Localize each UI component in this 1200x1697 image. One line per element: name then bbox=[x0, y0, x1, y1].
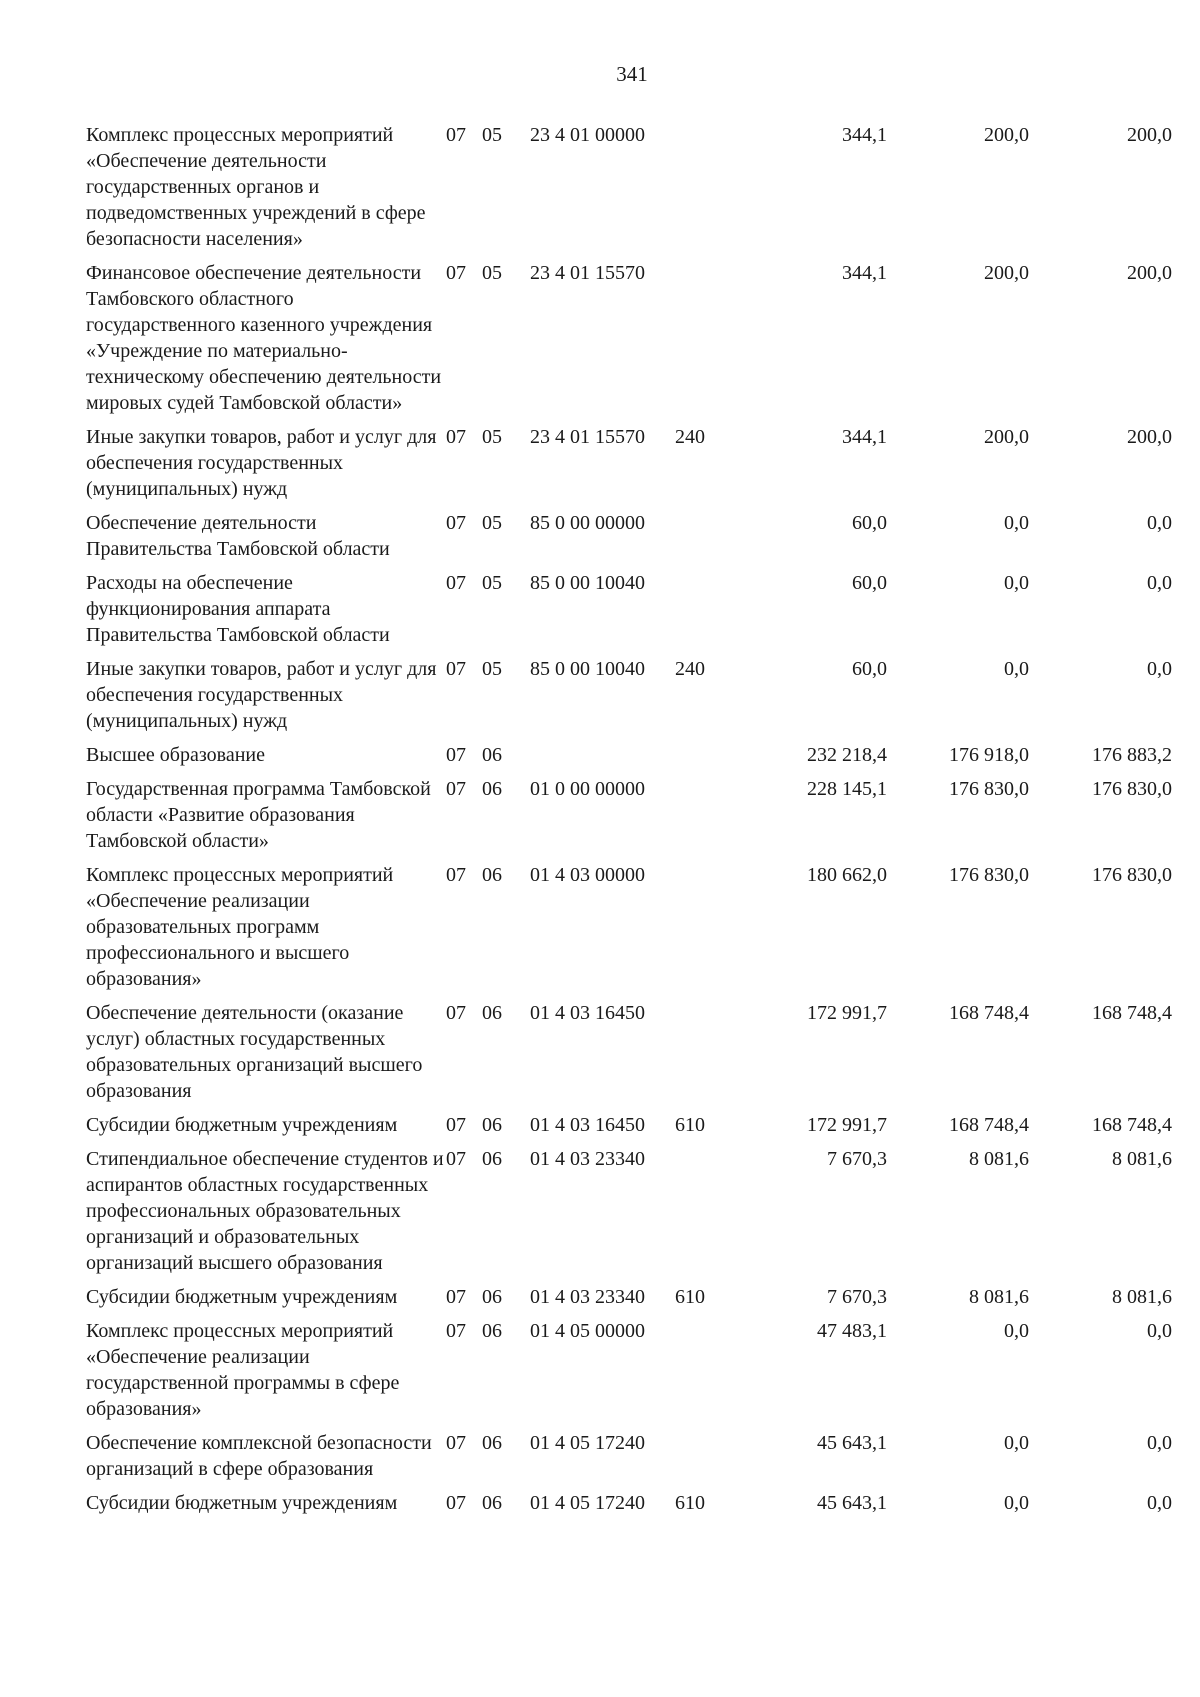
expense-type-code bbox=[675, 862, 745, 1000]
subsection-code: 05 bbox=[482, 512, 502, 534]
amount-year-3: 0,0 bbox=[1147, 1432, 1172, 1454]
subsection-code: 05 bbox=[482, 658, 502, 680]
subsection-code: 06 bbox=[482, 1148, 502, 1170]
row-name: Обеспечение деятельности Правительства Тамбовской области bbox=[86, 512, 390, 560]
section-code: 07 bbox=[446, 744, 466, 766]
section-code: 07 bbox=[446, 778, 466, 800]
subsection-code: 06 bbox=[482, 1492, 502, 1514]
amount-year-3: 200,0 bbox=[1127, 124, 1172, 146]
target-article-code: 01 4 05 17240 bbox=[530, 1432, 645, 1454]
table-row bbox=[86, 1112, 1172, 1146]
expense-type-code bbox=[675, 510, 745, 570]
section-code: 07 bbox=[446, 124, 466, 146]
subsection-code: 05 bbox=[482, 262, 502, 284]
subsection-code: 06 bbox=[482, 1320, 502, 1342]
row-name: Иные закупки товаров, работ и услуг для обеспечения государственных (муниципальных) нужд bbox=[86, 658, 437, 732]
row-name: Стипендиальное обеспечение студентов и аспирантов областных государственных профессиональных образовательных организаций и образовательных организаций высшего образования bbox=[86, 1148, 444, 1274]
target-article-code: 23 4 01 15570 bbox=[530, 262, 645, 284]
amount-year-2: 176 830,0 bbox=[949, 864, 1029, 886]
table-row bbox=[86, 1430, 1172, 1490]
subsection-code: 06 bbox=[482, 744, 502, 766]
target-article-code: 01 4 03 16450 bbox=[530, 1002, 645, 1024]
amount-year-2: 168 748,4 bbox=[949, 1114, 1029, 1136]
amount-year-3: 0,0 bbox=[1147, 1320, 1172, 1342]
section-code: 07 bbox=[446, 572, 466, 594]
subsection-code: 06 bbox=[482, 864, 502, 886]
amount-year-3: 168 748,4 bbox=[1092, 1114, 1172, 1136]
subsection-code: 06 bbox=[482, 1286, 502, 1308]
section-code: 07 bbox=[446, 512, 466, 534]
amount-year-1: 60,0 bbox=[852, 512, 887, 534]
row-name: Расходы на обеспечение функционирования аппарата Правительства Тамбовской области bbox=[86, 572, 390, 646]
amount-year-2: 0,0 bbox=[1004, 1432, 1029, 1454]
amount-year-1: 344,1 bbox=[842, 124, 887, 146]
section-code: 07 bbox=[446, 1148, 466, 1170]
row-name: Комплекс процессных мероприятий «Обеспечение реализации государственной программы в сфере образования» bbox=[86, 1320, 400, 1420]
amount-year-1: 228 145,1 bbox=[807, 778, 887, 800]
expense-type-code bbox=[675, 742, 745, 776]
table-row bbox=[86, 510, 1172, 570]
target-article-code: 01 4 05 00000 bbox=[530, 1320, 645, 1342]
row-name: Обеспечение комплексной безопасности организаций в сфере образования bbox=[86, 1432, 432, 1480]
amount-year-2: 200,0 bbox=[984, 262, 1029, 284]
section-code: 07 bbox=[446, 864, 466, 886]
amount-year-2: 8 081,6 bbox=[969, 1148, 1029, 1170]
table-row bbox=[86, 1318, 1172, 1430]
amount-year-1: 7 670,3 bbox=[827, 1286, 887, 1308]
amount-year-2: 0,0 bbox=[1004, 512, 1029, 534]
subsection-code: 06 bbox=[482, 1002, 502, 1024]
expense-type-code: 610 bbox=[675, 1114, 705, 1136]
amount-year-1: 180 662,0 bbox=[807, 864, 887, 886]
expense-type-code bbox=[675, 776, 745, 862]
row-name: Обеспечение деятельности (оказание услуг) областных государственных образовательных организаций высшего образования bbox=[86, 1002, 423, 1102]
section-code: 07 bbox=[446, 1492, 466, 1514]
row-name: Субсидии бюджетным учреждениям bbox=[86, 1492, 398, 1514]
amount-year-3: 8 081,6 bbox=[1112, 1286, 1172, 1308]
section-code: 07 bbox=[446, 1114, 466, 1136]
amount-year-2: 0,0 bbox=[1004, 1492, 1029, 1514]
page-number: 341 bbox=[616, 62, 648, 86]
subsection-code: 06 bbox=[482, 1114, 502, 1136]
section-code: 07 bbox=[446, 1432, 466, 1454]
expense-type-code bbox=[675, 1000, 745, 1112]
subsection-code: 05 bbox=[482, 572, 502, 594]
section-code: 07 bbox=[446, 1002, 466, 1024]
amount-year-3: 176 883,2 bbox=[1092, 744, 1172, 766]
expense-type-code bbox=[675, 260, 745, 424]
amount-year-3: 0,0 bbox=[1147, 658, 1172, 680]
expense-type-code: 610 bbox=[675, 1492, 705, 1514]
budget-table bbox=[86, 122, 1172, 1524]
section-code: 07 bbox=[446, 1320, 466, 1342]
amount-year-2: 8 081,6 bbox=[969, 1286, 1029, 1308]
subsection-code: 06 bbox=[482, 778, 502, 800]
amount-year-3: 168 748,4 bbox=[1092, 1002, 1172, 1024]
target-article-code: 85 0 00 10040 bbox=[530, 658, 645, 680]
amount-year-3: 0,0 bbox=[1147, 512, 1172, 534]
table-row bbox=[86, 776, 1172, 862]
amount-year-2: 200,0 bbox=[984, 426, 1029, 448]
amount-year-1: 45 643,1 bbox=[817, 1492, 887, 1514]
target-article-code bbox=[530, 742, 675, 776]
amount-year-1: 344,1 bbox=[842, 426, 887, 448]
target-article-code: 01 4 03 16450 bbox=[530, 1114, 645, 1136]
table-row bbox=[86, 570, 1172, 656]
amount-year-2: 200,0 bbox=[984, 124, 1029, 146]
row-name: Иные закупки товаров, работ и услуг для обеспечения государственных (муниципальных) нужд bbox=[86, 426, 437, 500]
row-name: Комплекс процессных мероприятий «Обеспечение деятельности государственных органов и подведомственных учреждений в сфере безопасности населения» bbox=[86, 124, 426, 250]
expense-type-code: 610 bbox=[675, 1286, 705, 1308]
target-article-code: 85 0 00 00000 bbox=[530, 512, 645, 534]
amount-year-3: 8 081,6 bbox=[1112, 1148, 1172, 1170]
target-article-code: 01 0 00 00000 bbox=[530, 778, 645, 800]
target-article-code: 01 4 03 00000 bbox=[530, 864, 645, 886]
table-row bbox=[86, 1146, 1172, 1284]
row-name: Высшее образование bbox=[86, 744, 265, 766]
row-name: Финансовое обеспечение деятельности Тамбовского областного государственного казенного учреждения «Учреждение по материально-техническому обеспечению деятельности мировых судей Тамбовской области» bbox=[86, 262, 442, 414]
row-name: Комплекс процессных мероприятий «Обеспечение реализации образовательных программ профессионального и высшего образования» bbox=[86, 864, 394, 990]
amount-year-1: 232 218,4 bbox=[807, 744, 887, 766]
subsection-code: 05 bbox=[482, 426, 502, 448]
amount-year-3: 0,0 bbox=[1147, 572, 1172, 594]
amount-year-1: 7 670,3 bbox=[827, 1148, 887, 1170]
expense-type-code: 240 bbox=[675, 426, 705, 448]
amount-year-1: 60,0 bbox=[852, 572, 887, 594]
amount-year-3: 200,0 bbox=[1127, 426, 1172, 448]
row-name: Субсидии бюджетным учреждениям bbox=[86, 1114, 398, 1136]
expense-type-code bbox=[675, 122, 745, 260]
target-article-code: 23 4 01 00000 bbox=[530, 124, 645, 146]
row-name: Субсидии бюджетным учреждениям bbox=[86, 1286, 398, 1308]
amount-year-2: 176 918,0 bbox=[949, 744, 1029, 766]
target-article-code: 01 4 03 23340 bbox=[530, 1286, 645, 1308]
table-row bbox=[86, 656, 1172, 742]
table-row bbox=[86, 260, 1172, 424]
amount-year-1: 172 991,7 bbox=[807, 1114, 887, 1136]
expense-type-code bbox=[675, 1318, 745, 1430]
amount-year-2: 0,0 bbox=[1004, 1320, 1029, 1342]
amount-year-3: 200,0 bbox=[1127, 262, 1172, 284]
table-row bbox=[86, 122, 1172, 260]
target-article-code: 01 4 05 17240 bbox=[530, 1492, 645, 1514]
amount-year-2: 0,0 bbox=[1004, 658, 1029, 680]
target-article-code: 85 0 00 10040 bbox=[530, 572, 645, 594]
subsection-code: 05 bbox=[482, 124, 502, 146]
amount-year-1: 172 991,7 bbox=[807, 1002, 887, 1024]
target-article-code: 23 4 01 15570 bbox=[530, 426, 645, 448]
table-row bbox=[86, 1000, 1172, 1112]
section-code: 07 bbox=[446, 1286, 466, 1308]
amount-year-1: 344,1 bbox=[842, 262, 887, 284]
target-article-code: 01 4 03 23340 bbox=[530, 1148, 645, 1170]
section-code: 07 bbox=[446, 658, 466, 680]
amount-year-2: 0,0 bbox=[1004, 572, 1029, 594]
table-row bbox=[86, 1284, 1172, 1318]
expense-type-code bbox=[675, 1430, 745, 1490]
amount-year-1: 45 643,1 bbox=[817, 1432, 887, 1454]
expense-type-code bbox=[675, 1146, 745, 1284]
amount-year-2: 168 748,4 bbox=[949, 1002, 1029, 1024]
row-name: Государственная программа Тамбовской области «Развитие образования Тамбовской области» bbox=[86, 778, 431, 852]
table-row bbox=[86, 742, 1172, 776]
amount-year-3: 176 830,0 bbox=[1092, 778, 1172, 800]
amount-year-3: 0,0 bbox=[1147, 1492, 1172, 1514]
table-row bbox=[86, 1490, 1172, 1524]
amount-year-3: 176 830,0 bbox=[1092, 864, 1172, 886]
section-code: 07 bbox=[446, 426, 466, 448]
amount-year-1: 60,0 bbox=[852, 658, 887, 680]
section-code: 07 bbox=[446, 262, 466, 284]
table-row bbox=[86, 862, 1172, 1000]
subsection-code: 06 bbox=[482, 1432, 502, 1454]
amount-year-1: 47 483,1 bbox=[817, 1320, 887, 1342]
table-body bbox=[86, 122, 1172, 1524]
table-row bbox=[86, 424, 1172, 510]
expense-type-code bbox=[675, 570, 745, 656]
expense-type-code: 240 bbox=[675, 658, 705, 680]
amount-year-2: 176 830,0 bbox=[949, 778, 1029, 800]
